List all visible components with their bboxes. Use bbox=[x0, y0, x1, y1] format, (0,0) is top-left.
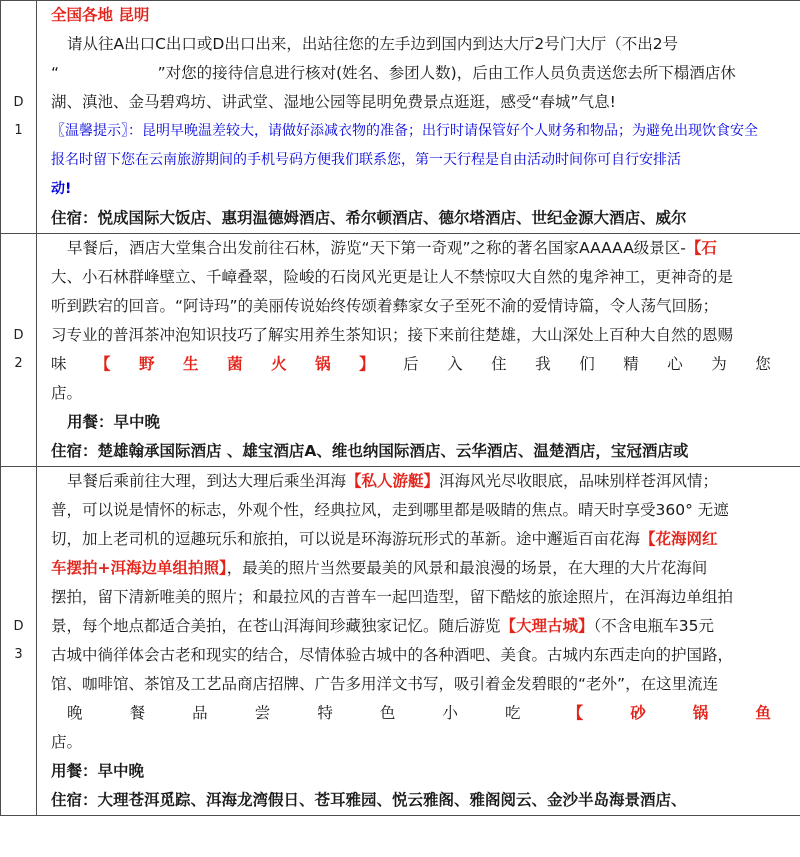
char: 鱼 bbox=[755, 704, 771, 722]
day-row-2 bbox=[1, 234, 800, 467]
char: 后 bbox=[403, 355, 419, 373]
paragraph-line bbox=[51, 612, 800, 641]
note-line: 动! bbox=[51, 181, 72, 197]
day-label-cell bbox=[1, 467, 37, 815]
paragraph-line: 请从往A出口C出口或D出口出来，出站往您的左手边到国内到达大厅2号门大厅（不出2号 bbox=[67, 35, 679, 53]
day-label-cell bbox=[1, 1, 37, 233]
paragraph-line: 湖、滇池、金马碧鸡坊、讲武堂、湿地公园等昆明免费景点逛逛，感受“春城”气息! bbox=[51, 93, 616, 111]
char: 您 bbox=[755, 355, 771, 373]
highlight: 【私人游艇】 bbox=[346, 472, 440, 490]
text: ，最美的照片当然要最美的风景和最浪漫的场景，在大理的大片花海间 bbox=[226, 559, 708, 577]
highlight: 车摆拍+洱海边单组拍照】 bbox=[51, 559, 227, 577]
char: 生 bbox=[183, 355, 199, 373]
text: 洱海风光尽收眼底，品味别样苍洱风情； bbox=[439, 472, 719, 490]
char: 砂 bbox=[630, 704, 646, 722]
char: 餐 bbox=[129, 704, 146, 722]
paragraph-line: 听到跌宕的回音。“阿诗玛”的美丽传说始终传颂着彝家女子至死不渝的爱情诗篇，令人荡气回肠； bbox=[51, 297, 719, 315]
paragraph-line bbox=[51, 467, 800, 496]
text: 切，加上老司机的逗趣玩乐和旅拍，可以说是环海游玩形式的革新。途中邂逅百亩花海 bbox=[51, 530, 641, 548]
char: 】 bbox=[359, 355, 375, 373]
day-letter: D bbox=[13, 328, 24, 343]
char: 我 bbox=[535, 355, 551, 373]
text: （不含电瓶车35元 bbox=[593, 617, 715, 635]
char: 心 bbox=[667, 355, 683, 373]
meal-line: 用餐：早中晚 bbox=[67, 413, 161, 431]
justified-line bbox=[51, 350, 800, 379]
meal-line: 用餐：早中晚 bbox=[51, 762, 145, 780]
day-row-3 bbox=[1, 467, 800, 816]
char: 火 bbox=[271, 355, 287, 373]
char: 色 bbox=[379, 704, 396, 722]
day-title: 全国各地 昆明 bbox=[51, 6, 150, 24]
highlight: 【花海网红 bbox=[640, 530, 718, 548]
paragraph-line: 大、小石林群峰壁立、千嶂叠翠，险峻的石岗风光更是让人不禁惊叹大自然的鬼斧神工，更神奇的是 bbox=[51, 268, 734, 286]
char: 尝 bbox=[254, 704, 271, 722]
day-number: 2 bbox=[14, 356, 23, 371]
paragraph-line: 普，可以说是情怀的标志，外观个性，经典拉风，走到哪里都是吸睛的焦点。晴天时享受360° 无遮 bbox=[51, 501, 729, 519]
day-letter: D bbox=[13, 619, 24, 634]
paragraph-line: 店。 bbox=[51, 384, 83, 402]
paragraph-line: 摆拍，留下清新唯美的照片；和最拉风的吉普车一起凹造型，留下酷炫的旅途照片，在洱海边单组拍 bbox=[51, 588, 734, 606]
paragraph-line: 店。 bbox=[51, 733, 83, 751]
day-content bbox=[37, 234, 800, 466]
highlight: 【石 bbox=[685, 239, 717, 257]
day-content bbox=[37, 467, 800, 815]
day-label-cell bbox=[1, 234, 37, 466]
accommodation-line: 住宿：悦成国际大饭店、惠玥温德姆酒店、希尔顿酒店、德尔塔酒店、世纪金源大酒店、威尔 bbox=[51, 209, 687, 227]
day-letter: D bbox=[13, 95, 24, 110]
char: 品 bbox=[192, 704, 208, 722]
char: 味 bbox=[51, 355, 67, 373]
day-number: 1 bbox=[14, 123, 23, 138]
text: 早餐后，酒店大堂集合出发前往石林，游览“天下第一奇观”之称的著名国家AAAAA级景区- bbox=[67, 239, 686, 257]
char: 为 bbox=[711, 355, 727, 373]
char: 锅 bbox=[692, 704, 709, 722]
justified-line bbox=[51, 699, 800, 728]
text: 景，每个地点都适合美拍，在苍山洱海间珍藏独家记忆。随后游览 bbox=[51, 617, 501, 635]
paragraph-line bbox=[51, 554, 800, 583]
note-line: 报名时留下您在云南旅游期间的手机号码方便我们联系您，第一天行程是自由活动时间你可自行安排活 bbox=[51, 152, 681, 168]
highlight: 【大理古城】 bbox=[500, 617, 594, 635]
char: 住 bbox=[491, 355, 507, 373]
accommodation-line: 住宿：大理苍洱觅踪、洱海龙湾假日、苍耳雅园、悦云雅阁、雅阁阅云、金沙半岛海景酒店、 bbox=[51, 791, 687, 809]
text: 早餐后乘前往大理，到达大理后乘坐洱海 bbox=[67, 472, 347, 490]
paragraph-line bbox=[51, 525, 800, 554]
accommodation-line: 住宿：楚雄翰承国际酒店 、雄宝酒店A、维也纳国际酒店、云华酒店、温楚酒店，宝冠酒店或 bbox=[51, 442, 689, 460]
char: 吃 bbox=[505, 704, 521, 722]
paragraph-line bbox=[51, 234, 800, 263]
char: 小 bbox=[442, 704, 458, 722]
char: 入 bbox=[447, 355, 463, 373]
paragraph-line: 馆、咖啡馆、茶馆及工艺品商店招牌、广告多用洋文书写，吸引着金发碧眼的“老外”，在这里流连 bbox=[51, 675, 719, 693]
paragraph-line: 习专业的普洱茶冲泡知识技巧了解实用养生茶知识；接下来前往楚雄，大山深处上百种大自然的恩赐 bbox=[51, 326, 734, 344]
paragraph-line: 古城中徜徉体会古老和现实的结合，尽情体验古城中的各种酒吧、美食。古城内东西走向的护国路， bbox=[51, 646, 734, 664]
char: 野 bbox=[139, 355, 155, 373]
char: 菌 bbox=[227, 355, 243, 373]
day-content bbox=[37, 1, 800, 233]
char: 们 bbox=[579, 355, 595, 373]
char: 【 bbox=[567, 704, 584, 722]
char: 晚 bbox=[67, 704, 83, 722]
day-number: 3 bbox=[14, 647, 23, 662]
char: 精 bbox=[623, 355, 639, 373]
paragraph-line: “ ”对您的接待信息进行核对(姓名、参团人数)，后由工作人员负责送您去所下榻酒店休 bbox=[51, 64, 736, 82]
day-row-1 bbox=[1, 1, 800, 234]
char: 锅 bbox=[315, 355, 331, 373]
char: 特 bbox=[317, 704, 333, 722]
char: 【 bbox=[95, 355, 111, 373]
note-line: 〖温馨提示〗：昆明早晚温差较大，请做好添减衣物的准备；出行时请保管好个人财务和物品；为避免出现饮食安全 bbox=[51, 123, 758, 139]
